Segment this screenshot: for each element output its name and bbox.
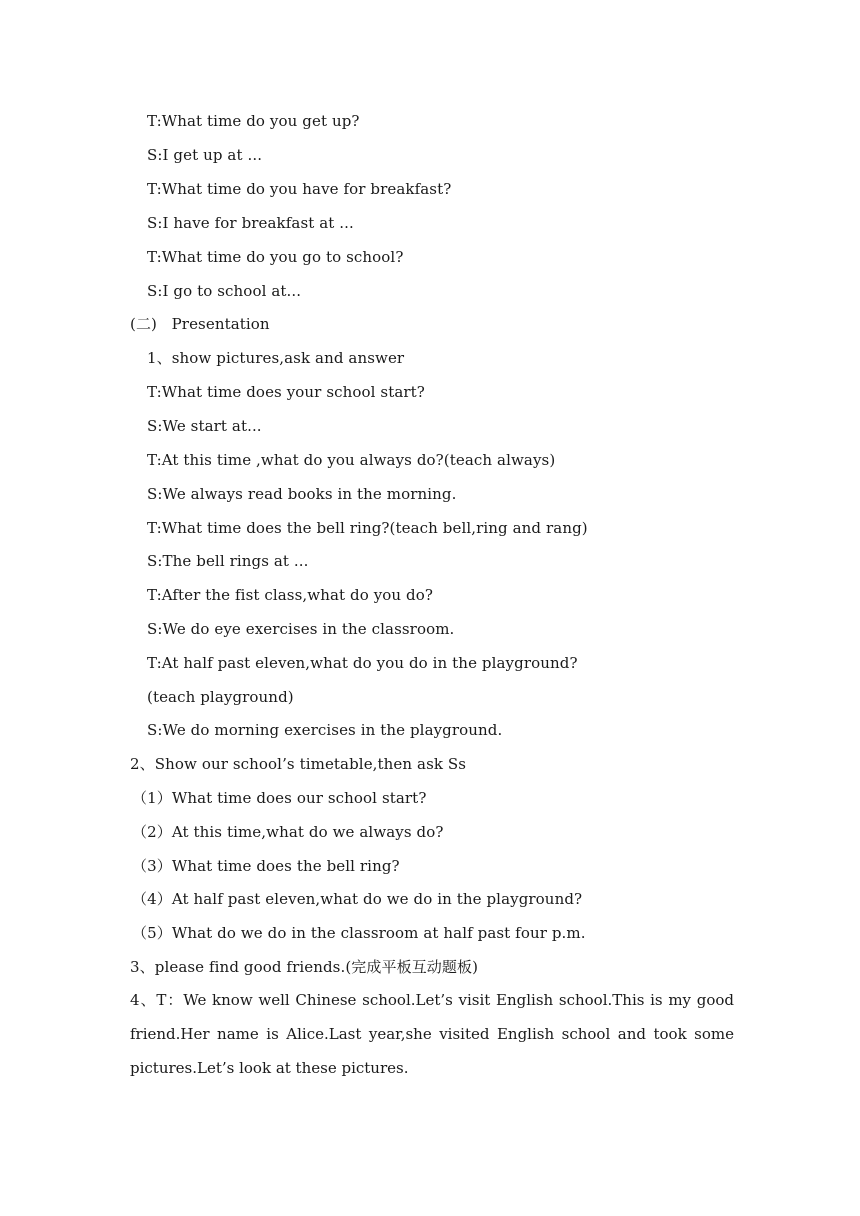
dialogue-line: T:What time do you go to school? — [147, 248, 404, 266]
dialogue-line: T:After the fist class,what do you do? — [147, 586, 434, 604]
question-item: （3）What time does the bell ring? — [132, 857, 400, 875]
paragraph: 4、T：We know well Chinese school.Let’s visit English school.This is my good friend.Her name is Alice.Last year,she visited English school and took some pictures.Let’s look at these pictures. — [130, 991, 734, 1077]
question-item: （5）What do we do in the classroom at half past four p.m. — [132, 924, 586, 942]
dialogue-line: S:The bell rings at ... — [147, 552, 309, 570]
list-item: 1、show pictures,ask and answer — [147, 349, 405, 367]
section-heading: (二) Presentation — [130, 315, 270, 333]
dialogue-line: S:I get up at ... — [147, 146, 263, 164]
dialogue-line: S:We do morning exercises in the playground. — [147, 721, 503, 739]
question-item: （2）At this time,what do we always do? — [132, 823, 444, 841]
dialogue-line: T:What time do you get up? — [147, 112, 360, 130]
question-item: （4）At half past eleven,what do we do in the playground? — [132, 890, 583, 908]
dialogue-line: S:We do eye exercises in the classroom. — [147, 620, 455, 638]
dialogue-line: T:At this time ,what do you always do?(teach always) — [147, 451, 556, 469]
dialogue-line: S:I have for breakfast at ... — [147, 214, 354, 232]
list-item: 3、please find good friends.(完成平板互动题板) — [130, 958, 479, 976]
dialogue-line: (teach playground) — [147, 688, 294, 706]
dialogue-line: T:What time does your school start? — [147, 383, 425, 401]
dialogue-line: S:We always read books in the morning. — [147, 485, 457, 503]
dialogue-line: T:At half past eleven,what do you do in the playground? — [147, 654, 578, 672]
dialogue-line: T:What time do you have for breakfast? — [147, 180, 452, 198]
dialogue-line: S:I go to school at... — [147, 282, 302, 300]
list-item: 2、Show our school’s timetable,then ask Ss — [130, 755, 467, 773]
question-item: （1）What time does our school start? — [132, 789, 427, 807]
dialogue-line: S:We start at... — [147, 417, 262, 435]
dialogue-line: T:What time does the bell ring?(teach bell,ring and rang) — [147, 519, 588, 537]
